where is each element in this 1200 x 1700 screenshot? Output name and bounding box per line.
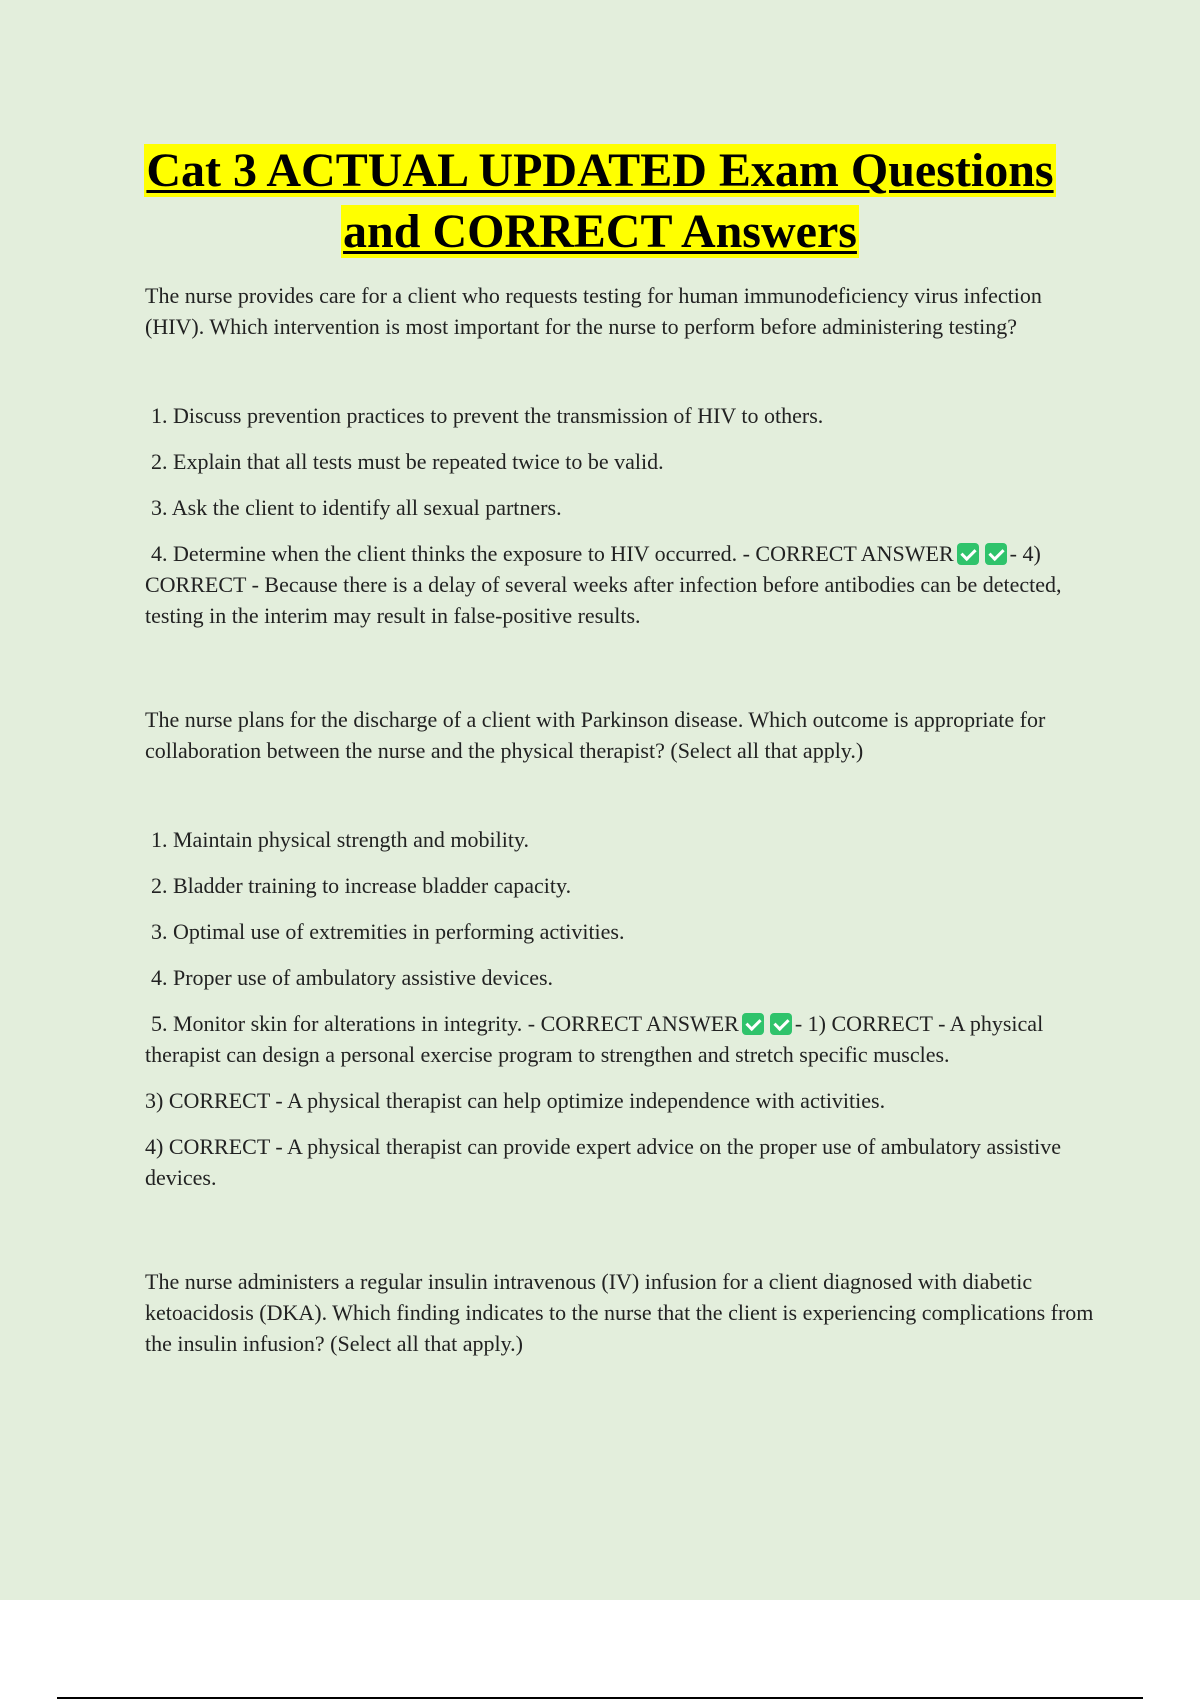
question-1-option-3: 3. Ask the client to identify all sexual partners. [151, 495, 562, 520]
title-line-1: Cat 3 ACTUAL UPDATED Exam Questions [146, 144, 1054, 197]
footer-divider [57, 1697, 1143, 1699]
question-2-option-4: 4. Proper use of ambulatory assistive devices. [151, 965, 554, 990]
question-2-option-5-text: 5. Monitor skin for alterations in integrity. - CORRECT ANSWER [151, 1011, 739, 1036]
title-line-2: and CORRECT Answers [343, 205, 857, 258]
check-mark-icon [770, 1013, 792, 1035]
check-mark-icon [742, 1013, 764, 1035]
question-2-option-5-answer [145, 1008, 1095, 1070]
document-title [0, 140, 1200, 262]
question-2-option-3: 3. Optimal use of extremities in performing activities. [151, 919, 625, 944]
question-2-option-2: 2. Bladder training to increase bladder capacity. [151, 873, 572, 898]
question-1-option-1: 1. Discuss prevention practices to prevent the transmission of HIV to others. [151, 403, 824, 428]
question-2-stem: The nurse plans for the discharge of a client with Parkinson disease. Which outcome is appropriate for collaboration between the nurse and the physical therapist? (Select all that apply.) [145, 707, 1046, 763]
question-2-rationale-1: - 1) CORRECT - A physical therapist can design a personal exercise program to strengthen and stretch specific muscles. [145, 1011, 1044, 1067]
question-1-rationale: - 4) CORRECT - Because there is a delay of several weeks after infection before antibodies can be detected, testing in the interim may result in false-positive results. [145, 541, 1062, 628]
question-3-stem: The nurse administers a regular insulin intravenous (IV) infusion for a client diagnosed with diabetic ketoacidosis (DKA). Which finding indicates to the nurse that the client is experiencing complications from the insulin infusion? (Select all that apply.) [145, 1269, 1094, 1356]
check-mark-icon [957, 543, 979, 565]
question-1-option-2: 2. Explain that all tests must be repeated twice to be valid. [151, 449, 664, 474]
question-1-option-4-answer [145, 538, 1095, 631]
question-2-rationale-3: 3) CORRECT - A physical therapist can help optimize independence with activities. [145, 1088, 886, 1113]
question-1-stem: The nurse provides care for a client who requests testing for human immunodeficiency virus infection (HIV). Which intervention is most important for the nurse to perform before administering testing? [145, 283, 1042, 339]
question-2-rationale-4: 4) CORRECT - A physical therapist can provide expert advice on the proper use of ambulatory assistive devices. [145, 1134, 1062, 1190]
question-1-option-4-text: 4. Determine when the client thinks the exposure to HIV occurred. - CORRECT ANSWER [151, 541, 954, 566]
question-2-option-1: 1. Maintain physical strength and mobility. [151, 827, 530, 852]
document-body [145, 280, 1095, 1417]
check-mark-icon [985, 543, 1007, 565]
